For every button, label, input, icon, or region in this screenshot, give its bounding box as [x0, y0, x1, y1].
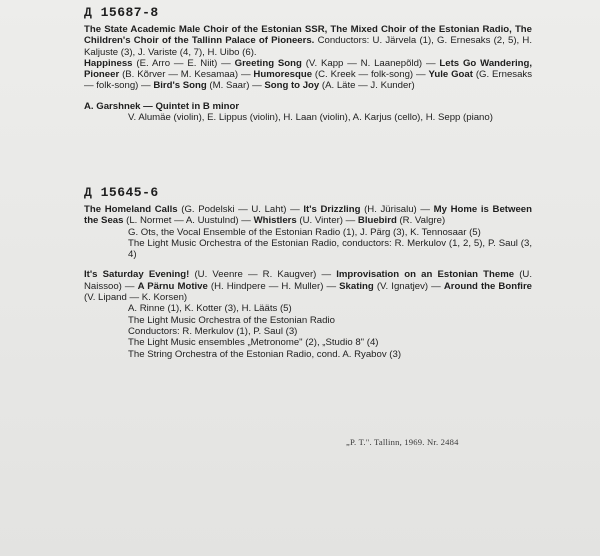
song-credits: (V. Ignatjev) — [373, 280, 444, 292]
song-title: Whistlers [253, 215, 297, 227]
song-credits: (U. Naissoo) — [84, 269, 532, 292]
song-title: Greeting Song [234, 57, 302, 69]
record-2-side-1-songs [84, 204, 532, 227]
song-credits: (G. Ernesaks — folk-song) — [84, 69, 533, 92]
song-credits: (L. Normet — A. Uustulnd) — [123, 215, 254, 227]
song-credits: (V. Kapp — N. Laanepõld) — [301, 57, 440, 69]
side-1-performers-orchestra: The Light Music Orchestra of the Estonian Radio, conductors: R. Merkulov (1, 2, 5), P. Saul (3, 4) [128, 237, 532, 261]
record-2-catalog-number: Д 15645-6 [84, 185, 159, 200]
song-title: It's Drizzling [303, 204, 361, 215]
song-title: Song to Joy [264, 80, 320, 92]
record-2-section [84, 185, 532, 360]
song-title: Happiness [84, 57, 133, 69]
song-title: Bluebird [357, 215, 397, 227]
quintet-title: A. Garshnek — Quintet in B minor [84, 100, 240, 112]
song-title: It's Saturday Evening! [84, 269, 190, 281]
song-credits: (E. Arro — E. Niit) — [132, 57, 235, 69]
song-credits: (U. Veenre — R. Kaugver) — [189, 269, 337, 281]
record-1-catalog-number: Д 15687-8 [84, 5, 159, 20]
song-credits: (G. Podelski — U. Laht) — [177, 204, 304, 215]
song-credits: (V. Lipand — K. Korsen) [84, 292, 188, 304]
song-title: Humoresque [253, 69, 313, 81]
record-1-performers [84, 24, 532, 58]
performer-line: The Light Music ensembles „Metronome" (2), „Studio 8" (4) [128, 337, 379, 349]
song-credits: (U. Vinter) — [296, 215, 358, 227]
conductors-text: Conductors: U. Järvela (1), G. Ernesaks (2, 5), H. Kaljuste (3), J. Variste (4, 7), H. Uibo (6). [84, 35, 533, 58]
record-1-song-list [84, 58, 532, 92]
song-credits: (H. Hindpere — H. Muller) — [207, 280, 340, 292]
song-title: Yule Goat [428, 69, 473, 81]
performer-line: A. Rinne (1), K. Kotter (3), H. Lääts (5) [128, 303, 292, 315]
performer-line: Conductors: R. Merkulov (1), P. Saul (3) [128, 325, 298, 337]
quintet-performers: V. Alumäe (violin), E. Lippus (violin), H. Laan (violin), A. Karjus (cello), H. Sepp (piano) [128, 112, 493, 124]
song-title: The Homeland Calls [84, 204, 178, 215]
printing-imprint: „P. T.". Tallinn, 1969. Nr. 2484 [346, 437, 459, 447]
side-1-performers-vocal: G. Ots, the Vocal Ensemble of the Estonian Radio (1), J. Pärg (3), K. Tennosaar (5) [128, 226, 481, 238]
record-1-section [84, 5, 532, 123]
song-credits: (B. Kõrver — M. Kesamaa) — [119, 69, 254, 81]
performer-line: The Light Music Orchestra of the Estonian Radio [128, 314, 335, 326]
song-title: My Home is Between the Seas [84, 204, 532, 227]
song-title: Skating [339, 280, 374, 292]
record-2-side-2-songs [84, 269, 532, 303]
song-credits: (H. Jürisalu) — [360, 204, 434, 215]
song-title: A Pärnu Motive [137, 280, 208, 292]
song-title: Around the Bonfire [443, 280, 533, 292]
song-title: Improvisation on an Estonian Theme [336, 269, 515, 281]
song-credits: (A. Läte — J. Kunder) [319, 80, 415, 92]
side-2-performers [84, 303, 532, 359]
song-credits: (M. Saar) — [206, 80, 265, 92]
song-title: Lets Go Wandering, Pioneer [84, 57, 533, 81]
performers-text: The State Academic Male Choir of the Estonian SSR, The Mixed Choir of the Estonian Radio, The Children's Choir of the Tallinn Palace of Pioneers. [84, 24, 532, 47]
song-credits: (C. Kreek — folk-song) — [312, 69, 429, 81]
song-credits: (R. Valgre) [396, 215, 446, 227]
performer-line: The String Orchestra of the Estonian Radio, cond. A. Ryabov (3) [128, 348, 402, 360]
song-title: Bird's Song [153, 80, 207, 92]
